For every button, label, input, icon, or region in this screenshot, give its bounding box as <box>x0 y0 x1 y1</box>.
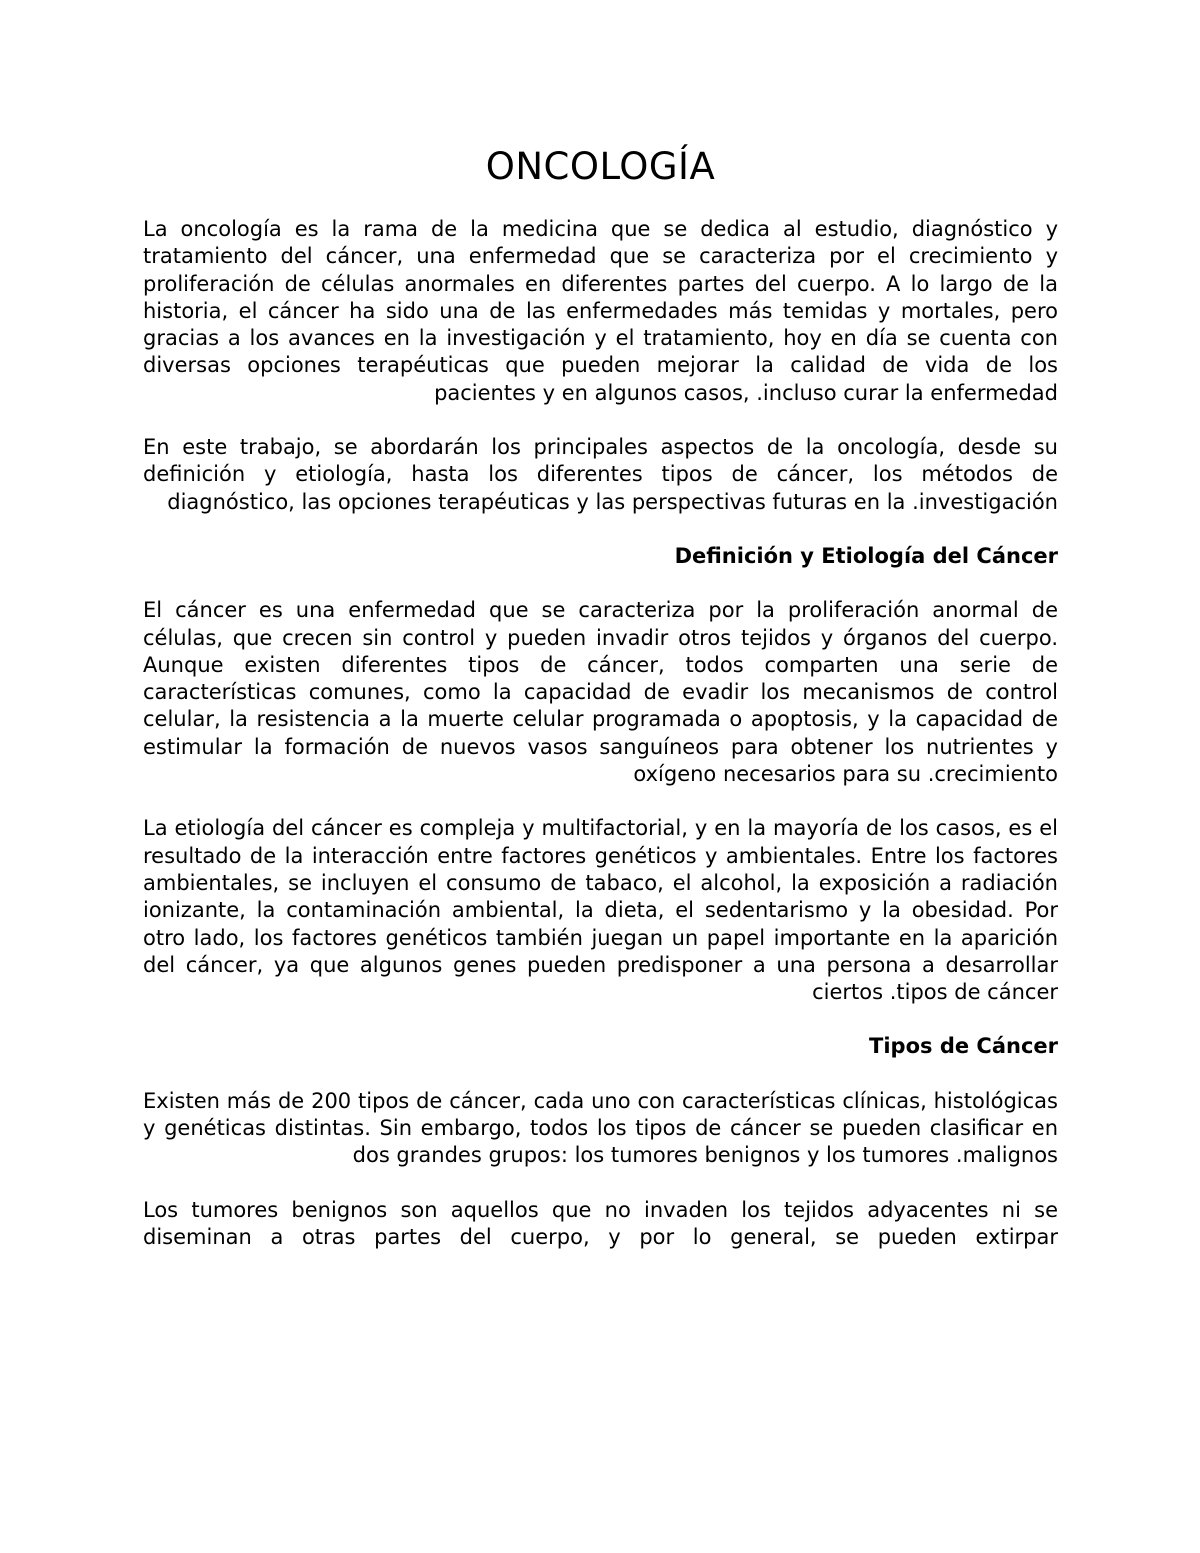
section-heading-types: Tipos de Cáncer <box>869 1034 1058 1059</box>
paragraph-types: Existen más de 200 tipos de cáncer, cada uno con características clínicas, histológicas y genéticas distintas. Sin embargo, todos los tipos de cáncer se pueden clasificar en dos grandes grupos: los tumores benignos y los tumores .malignos <box>143 1088 1058 1168</box>
paragraph-intro: La oncología es la rama de la medicina que se dedica al estudio, diagnóstico y tratamiento del cáncer, una enfermedad que se caracteriza por el crecimiento y proliferación de células anormales en diferentes partes del cuerpo. A lo largo de la historia, el cáncer ha sido una de las enfermedades más temidas y mortales, pero gracias a los avances en la investigación y el tratamiento, hoy en día se cuenta con diversas opciones terapéuticas que pueden mejorar la calidad de vida de los pacientes y en algunos casos, .incluso curar la enfermedad <box>143 217 1058 405</box>
section-heading-definition: Definición y Etiología del Cáncer <box>674 543 1058 568</box>
document-body <box>143 140 1058 1278</box>
paragraph-definition: El cáncer es una enfermedad que se caracteriza por la proliferación anormal de células, que crecen sin control y pueden invadir otros tejidos y órganos del cuerpo. Aunque existen diferentes tipos de cáncer, todos comparten una serie de características comunes, como la capacidad de evadir los mecanismos de control celular, la resistencia a la muerte celular programada o apoptosis, y la capacidad de estimular la formación de nuevos vasos sanguíneos para obtener los nutrientes y oxígeno necesarios para su .crecimiento <box>143 598 1058 787</box>
paragraph-benign: Los tumores benignos son aquellos que no invaden los tejidos adyacentes ni se diseminan a otras partes del cuerpo, y por lo general, se pueden extirpar <box>143 1197 1058 1249</box>
paragraph-etiology: La etiología del cáncer es compleja y multifactorial, y en la mayoría de los casos, es el resultado de la interacción entre factores genéticos y ambientales. Entre los factores ambientales, se incluyen el consumo de tabaco, el alcohol, la exposición a radiación ionizante, la contaminación ambiental, la dieta, el sedentarismo y la obesidad. Por otro lado, los factores genéticos también juegan un papel importante en la aparición del cáncer, ya que algunos genes pueden predisponer a una persona a desarrollar ciertos .tipos de cáncer <box>143 816 1058 1005</box>
paragraph-scope: En este trabajo, se abordarán los principales aspectos de la oncología, desde su definición y etiología, hasta los diferentes tipos de cáncer, los métodos de diagnóstico, las opciones terapéuticas y las perspectivas futuras en la .investigación <box>143 435 1058 514</box>
document-title: ONCOLOGÍA <box>485 145 716 188</box>
